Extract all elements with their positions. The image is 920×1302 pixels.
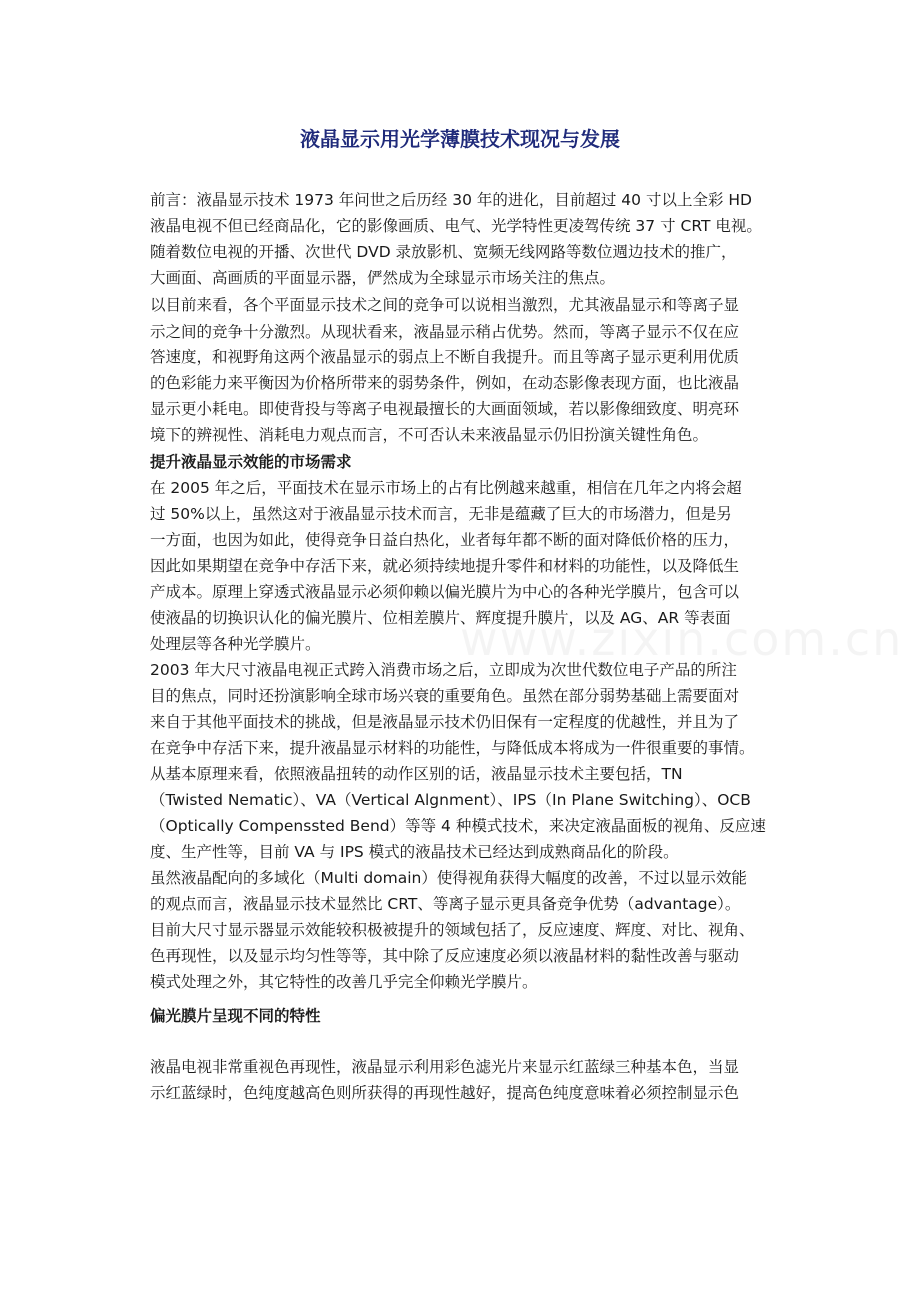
body-line: 一方面，也因为如此，使得竞争日益白热化，业者每年都不断的面对降低价格的压力，	[150, 531, 740, 549]
body-line: 使液晶的切换识认化的偏光膜片、位相差膜片、辉度提升膜片，以及 AG、AR 等表面	[150, 609, 731, 627]
body-line: 目的焦点，同时还扮演影响全球市场兴衰的重要角色。虽然在部分弱势基础上需要面对	[150, 687, 740, 705]
body-line: 2003 年大尺寸液晶电视正式跨入消费市场之后，立即成为次世代数位电子产品的所注	[150, 661, 737, 679]
body-line: 液晶电视不但已经商品化，它的影像画质、电气、光学特性更凌驾传统 37 寸 CRT 电视。	[150, 217, 762, 235]
body-line: 显示更小耗电。即使背投与等离子电视最擅长的大画面领域，若以影像细致度、明亮环	[150, 400, 740, 418]
body-line: 境下的辨视性、消耗电力观点而言，不可否认未来液晶显示仍旧扮演关键性角色。	[150, 426, 709, 444]
body-line: 的色彩能力来平衡因为价格所带来的弱势条件，例如，在动态影像表现方面，也比液晶	[150, 374, 740, 392]
body-line: 虽然液晶配向的多域化（Multi domain）使得视角获得大幅度的改善，不过以显示效能	[150, 869, 747, 887]
body-line: 在 2005 年之后，平面技术在显示市场上的占有比例越来越重，相信在几年之内将会超	[150, 479, 742, 497]
body-line: 产成本。原理上穿透式液晶显示必须仰赖以偏光膜片为中心的各种光学膜片，包含可以	[150, 583, 740, 601]
section-heading: 提升液晶显示效能的市场需求	[150, 453, 352, 471]
body-line: 过 50%以上，虽然这对于液晶显示技术而言，无非是蕴藏了巨大的市场潜力，但是另	[150, 505, 732, 523]
body-line: 度、生产性等，目前 VA 与 IPS 模式的液晶技术已经达到成熟商品化的阶段。	[150, 843, 679, 861]
body-line: （Twisted Nematic）、VA（Vertical Algnment）、IPS（In Plane Switching）、OCB	[150, 791, 751, 809]
body-line: （Optically Compenssted Bend）等等 4 种模式技术，来决定液晶面板的视角、反应速	[150, 817, 766, 835]
body-line: 色再现性，以及显示均匀性等等，其中除了反应速度必须以液晶材料的黏性改善与驱动	[150, 947, 740, 965]
body-line: 以目前来看，各个平面显示技术之间的竞争可以说相当激烈，尤其液晶显示和等离子显	[150, 296, 740, 314]
body-line: 液晶电视非常重视色再现性，液晶显示利用彩色滤光片来显示红蓝绿三种基本色，当显	[150, 1058, 740, 1076]
body-line: 大画面、高画质的平面显示器，俨然成为全球显示市场关注的焦点。	[150, 269, 616, 287]
section-heading: 偏光膜片呈现不同的特性	[150, 1007, 321, 1025]
body-line: 目前大尺寸显示器显示效能较积极被提升的领域包括了，反应速度、辉度、对比、视角、	[150, 921, 755, 939]
body-line: 答速度，和视野角这两个液晶显示的弱点上不断自我提升。而且等离子显示更利用优质	[150, 348, 740, 366]
body-line: 处理层等各种光学膜片。	[150, 635, 321, 653]
body-line: 模式处理之外，其它特性的改善几乎完全仰赖光学膜片。	[150, 973, 538, 991]
document-title: 液晶显示用光学薄膜技术现况与发展	[300, 127, 620, 151]
body-line: 因此如果期望在竞争中存活下来，就必须持续地提升零件和材料的功能性，以及降低生	[150, 557, 740, 575]
body-line: 随着数位电视的开播、次世代 DVD 录放影机、宽频无线网路等数位週边技术的推广，	[150, 243, 737, 261]
body-line: 从基本原理来看，依照液晶扭转的动作区别的话，液晶显示技术主要包括，TN	[150, 765, 683, 783]
body-line: 示之间的竞争十分激烈。从现状看来，液晶显示稍占优势。然而，等离子显示不仅在应	[150, 323, 740, 341]
body-line: 来自于其他平面技术的挑战，但是液晶显示技术仍旧保有一定程度的优越性，并且为了	[150, 713, 740, 731]
body-line: 的观点而言，液晶显示技术显然比 CRT、等离子显示更具备竞争优势（advantage）。	[150, 895, 741, 913]
body-line: 前言：液晶显示技术 1973 年问世之后历经 30 年的进化，目前超过 40 寸以上全彩 HD	[150, 191, 752, 209]
body-line: 在竞争中存活下来，提升液晶显示材料的功能性，与降低成本将成为一件很重要的事情。	[150, 739, 755, 757]
body-line: 示红蓝绿时，色纯度越高色则所获得的再现性越好，提高色纯度意味着必须控制显示色	[150, 1084, 740, 1102]
